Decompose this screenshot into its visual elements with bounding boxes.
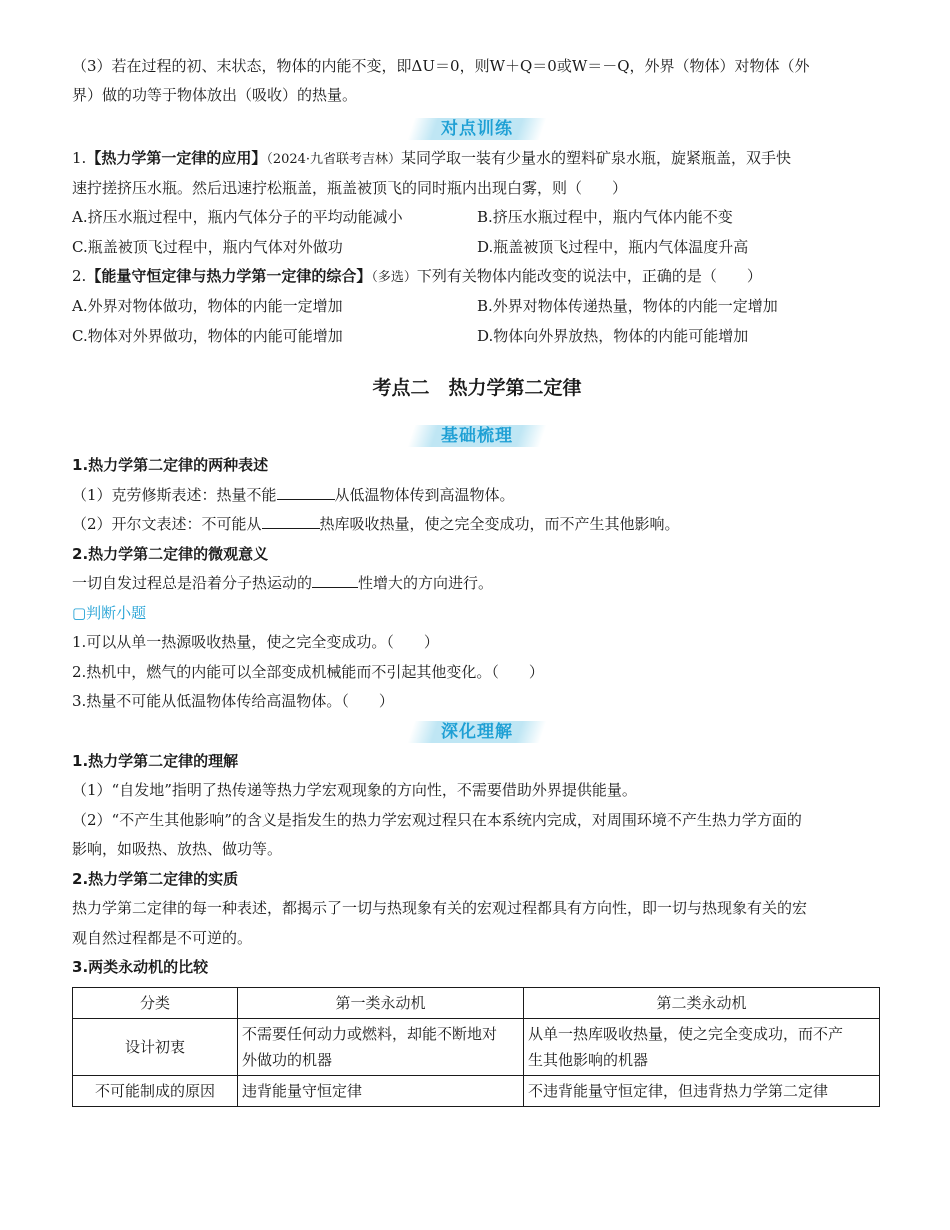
basics-heading-1-num: 1 [72,456,83,474]
intro-line-1: （3）若在过程的初、末状态，物体的内能不变，即ΔU＝0，则W＋Q＝0或W＝－Q，外界（物体）对物体（外 [72,57,810,75]
deepen-heading-3-text: .两类永动机的比较 [82,958,209,976]
table-row [73,1075,880,1106]
table-row1-first-line-b: 外做功的机器 [242,1050,333,1069]
table-header-category: 分类 [73,987,238,1018]
practice-banner-label: 对点训练 [441,119,513,139]
deepen-p2b: 影响，如吸热、放热、做功等。 [72,840,283,858]
deepen-banner-label: 深化理解 [441,721,513,742]
q1-text-1: 某同学取一装有少量水的塑料矿泉水瓶，旋紧瓶盖，双手快 [401,149,792,167]
question-2 [72,262,882,351]
q1-option-a: A.挤压水瓶过程中，瓶内气体分子的平均动能减小 [72,208,403,226]
deepen-heading-3-num: 3 [72,958,83,976]
q2-option-c: C.物体对外界做功，物体的内能可能增加 [72,326,343,345]
question-1 [72,144,882,262]
blank-3 [312,571,358,588]
practice-banner [72,114,882,144]
basics-banner-label: 基础梳理 [441,426,513,446]
table-row1-first [238,1018,524,1075]
table-row [73,1018,880,1075]
table-header-row [73,987,880,1018]
table-row2-first: 违背能量守恒定律 [238,1075,524,1106]
judge-section [72,599,882,717]
kelvin-text-b: 热库吸收热量，使之完全变成功，而不产生其他影响。 [319,515,680,533]
micro-meaning [72,569,882,599]
micro-text-a: 一切自发过程总是沿着分子热运动的 [72,574,313,592]
deepen-banner [72,717,882,747]
document-page [72,52,882,1107]
deepen-heading-1 [72,747,882,777]
deepen-heading-2-num: 2 [72,869,83,888]
q2-tag: 【能量守恒定律与热力学第一定律的综合】 [86,267,372,285]
q1-option-d: D.瓶盖被顶飞过程中，瓶内气体温度升高 [477,237,749,256]
deepen-heading-1-num: 1 [72,751,83,770]
q2-text: 下列有关物体内能改变的说法中，正确的是（ ） [416,267,762,285]
deepen-heading-2 [72,865,882,895]
basics-heading-2-text: .热力学第二定律的微观意义 [82,544,269,563]
table-row1-second [524,1018,880,1075]
judge-item-2: 2.热机中，燃气的内能可以全部变成机械能而不引起其他变化。（ ） [72,662,544,681]
basics-heading-2-num: 2 [72,544,83,563]
table-header-second-kind: 第二类永动机 [524,987,880,1018]
deepen-heading-3 [72,953,882,983]
q2-option-d: D.物体向外界放热，物体的内能可能增加 [477,326,749,345]
q1-tag: 【热力学第一定律的应用】 [86,149,267,167]
basics-content [72,451,882,599]
blank-2 [262,512,320,529]
q2-number: 2. [72,267,87,285]
basics-heading-2 [72,540,882,570]
basics-heading-1 [72,451,882,481]
judge-title: ▢判断小题 [72,603,147,622]
q2-multi: （多选） [371,270,417,285]
clausius-statement [72,481,882,511]
basics-banner [72,421,882,451]
basics-heading-1-text: .热力学第二定律的两种表述 [82,456,269,474]
section-title: 考点二 热力学第二定律 [372,377,582,399]
q2-option-b: B.外界对物体传递热量，物体的内能一定增加 [477,297,778,315]
table-row1-second-line-a: 从单一热库吸收热量，使之完全变成功，而不产 [528,1024,844,1043]
q1-source: （2024·九省联考吉林） [266,152,402,167]
perpetual-motion-table [72,987,880,1107]
deepen-p1: （1）“自发地”指明了热传递等热力学宏观现象的方向性，不需要借助外界提供能量。 [72,781,637,799]
deepen-p3b: 观自然过程都是不可逆的。 [72,928,253,947]
kelvin-statement [72,510,882,540]
deepen-heading-1-text: .热力学第二定律的理解 [82,751,239,770]
table-row2-label: 不可能制成的原因 [73,1075,238,1106]
q1-number: 1. [72,149,87,167]
clausius-text-a: （1）克劳修斯表述：热量不能 [72,485,277,504]
q1-option-c: C.瓶盖被顶飞过程中，瓶内气体对外做功 [72,237,343,256]
table-row1-label: 设计初衷 [73,1018,238,1075]
micro-text-b: 性增大的方向进行。 [358,574,494,592]
intro-line-2: 界）做的功等于物体放出（吸收）的热量。 [72,86,358,104]
q1-text-2: 速拧搓挤压水瓶。然后迅速拧松瓶盖，瓶盖被顶飞的同时瓶内出现白雾，则（ ） [72,179,628,197]
deepen-content [72,747,882,983]
deepen-p3a: 热力学第二定律的每一种表述，都揭示了一切与热现象有关的宏观过程都具有方向性，即一切与热现象有关的宏 [72,899,808,917]
kelvin-text-a: （2）开尔文表述：不可能从 [72,515,262,533]
blank-1 [277,483,335,500]
q2-option-a: A.外界对物体做功，物体的内能一定增加 [72,297,343,315]
deepen-p2a: （2）“不产生其他影响”的含义是指发生的热力学宏观过程只在本系统内完成，对周围环境不产生热力学方面的 [72,810,802,829]
judge-item-1: 1.可以从单一热源吸收热量，使之完全变成功。（ ） [72,633,439,651]
table-row1-second-line-b: 生其他影响的机器 [528,1050,649,1069]
table-row1-first-line-a: 不需要任何动力或燃料，却能不断地对 [242,1024,498,1043]
deepen-heading-2-text: .热力学第二定律的实质 [82,869,239,888]
judge-item-3: 3.热量不可能从低温物体传给高温物体。（ ） [72,692,394,710]
clausius-text-b: 从低温物体传到高温物体。 [334,485,515,504]
q1-option-b: B.挤压水瓶过程中，瓶内气体内能不变 [477,208,733,226]
table-row2-second: 不违背能量守恒定律，但违背热力学第二定律 [524,1075,880,1106]
table-header-first-kind: 第一类永动机 [238,987,524,1018]
